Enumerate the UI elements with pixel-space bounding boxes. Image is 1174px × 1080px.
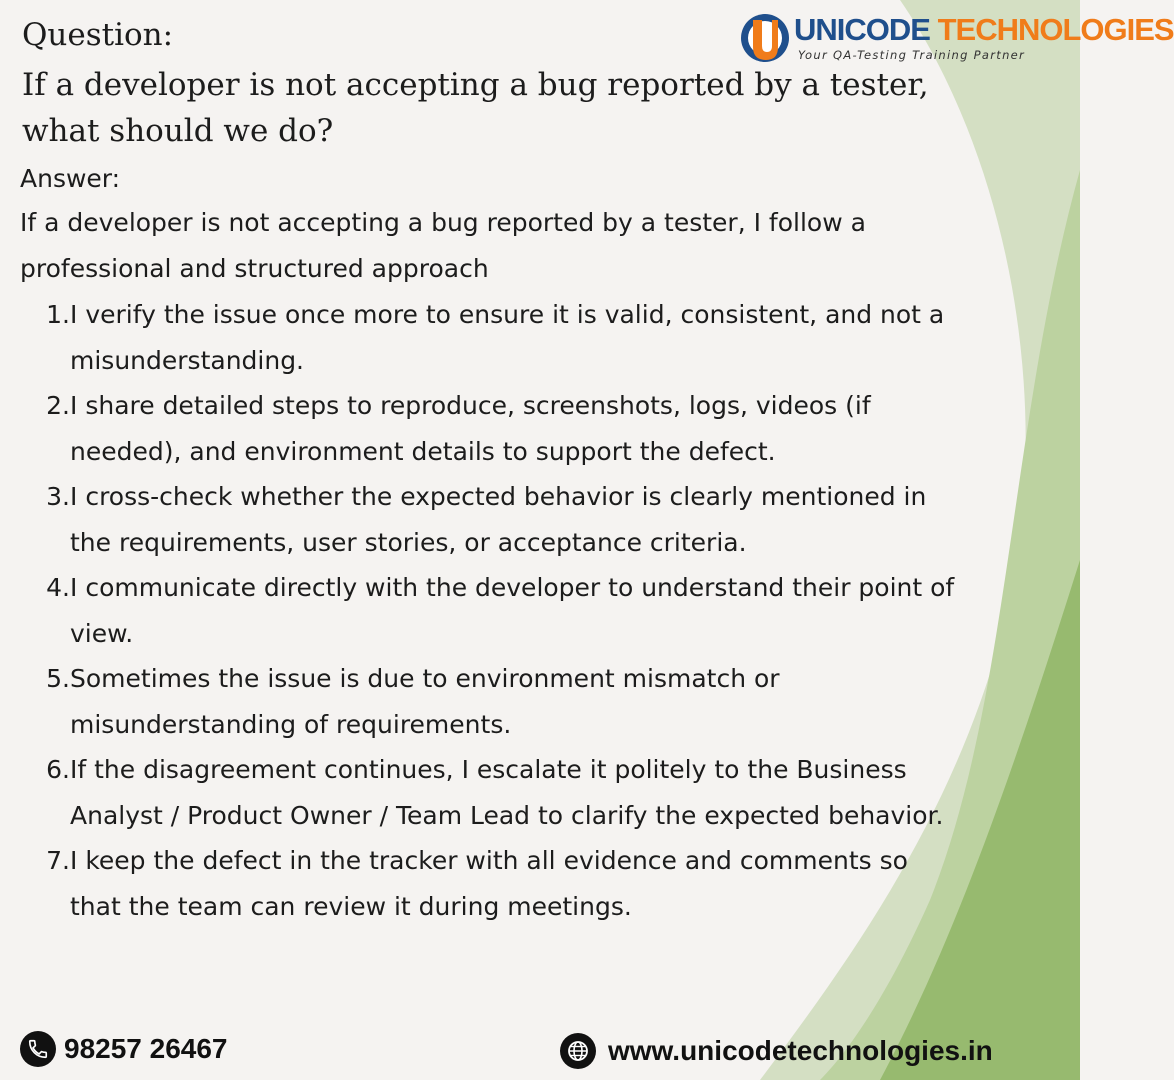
brand-name-part1: UNICODE [794,12,930,47]
brand-name-part2: TECHNOLOGIES [937,12,1174,47]
list-item [36,838,966,929]
list-item [36,474,966,565]
step-text: I communicate directly with the developer to understand their point of view. [70,573,955,648]
step-number: 3. [46,482,70,511]
step-text: I keep the defect in the tracker with all evidence and comments so that the team can review it during meetings. [70,846,908,921]
step-text: I share detailed steps to reproduce, screenshots, logs, videos (if needed), and environment details to support the defect. [70,391,871,466]
list-item [36,292,966,383]
list-item [36,383,966,474]
footer-website[interactable] [560,1033,993,1069]
answer-steps-list [36,292,966,929]
step-number: 6. [46,755,70,784]
answer-label: Answer: [20,164,121,193]
brand-logo [740,10,1174,66]
footer-phone[interactable] [20,1031,228,1067]
list-item [36,656,966,747]
phone-icon [20,1031,56,1067]
step-text: I verify the issue once more to ensure it is valid, consistent, and not a misunderstanding. [70,300,945,375]
website-link: www.unicodetechnologies.in [608,1035,993,1066]
step-number: 7. [46,846,70,875]
brand-name [794,12,1174,48]
phone-number: 98257 26467 [64,1033,228,1064]
globe-icon [560,1033,596,1069]
brand-tagline: Your QA-Testing Training Partner [798,48,1026,62]
step-text: If the disagreement continues, I escalate it politely to the Business Analyst / Product Owner / Team Lead to clarify the expected behavior. [70,755,944,830]
list-item [36,747,966,838]
list-item [36,565,966,656]
step-text: I cross-check whether the expected behavior is clearly mentioned in the requirements, user stories, or acceptance criteria. [70,482,927,557]
answer-intro: If a developer is not accepting a bug reported by a tester, I follow a professional and structured approach [20,208,866,283]
question-label: Question: [22,17,174,53]
step-number: 5. [46,664,70,693]
step-number: 2. [46,391,70,420]
step-text: Sometimes the issue is due to environment mismatch or misunderstanding of requirements. [70,664,780,739]
step-number: 4. [46,573,70,602]
step-number: 1. [46,300,70,329]
question-text: If a developer is not accepting a bug reported by a tester, what should we do? [22,67,929,149]
logo-mark-icon [740,10,790,66]
